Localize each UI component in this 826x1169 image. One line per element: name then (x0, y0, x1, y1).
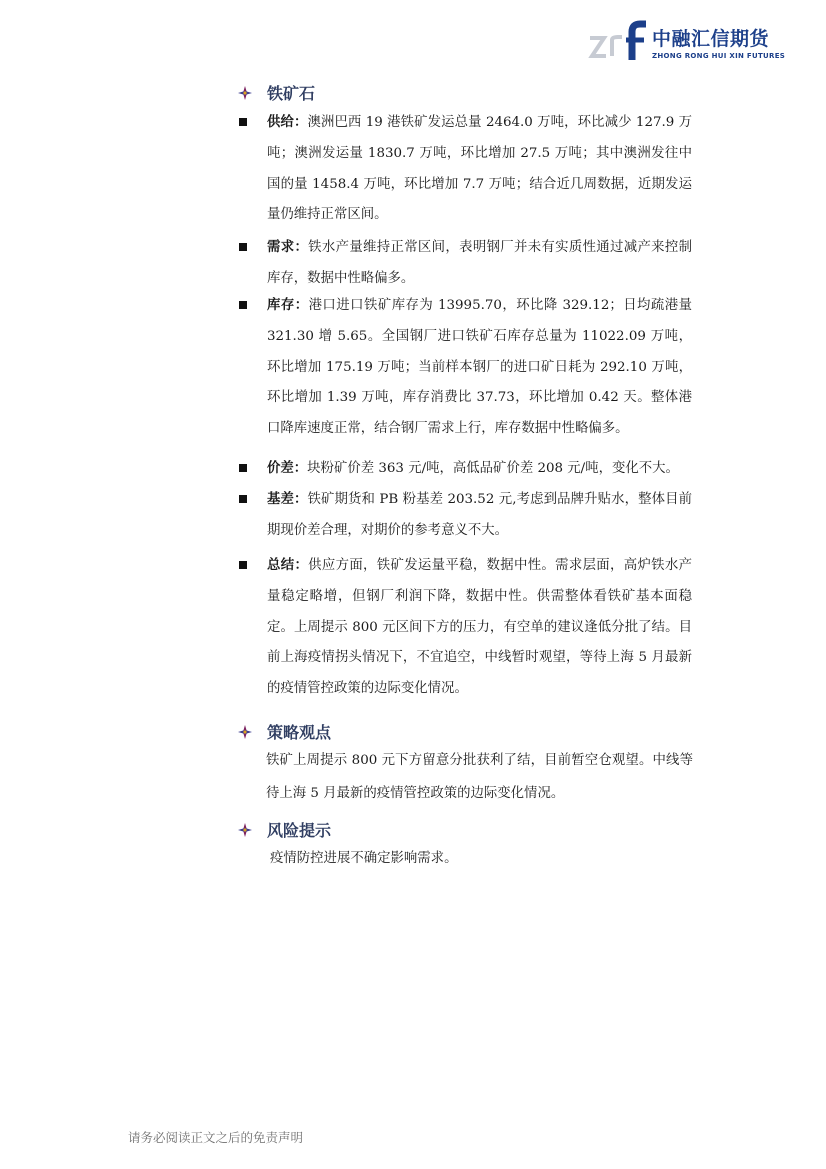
item-body: 澳洲巴西 19 港铁矿发运总量 2464.0 万吨，环比减少 127.9 万吨；澳洲发运量 1830.7 万吨，环比增加 27.5 万吨；其中澳洲发往中国的量 1458.4 万吨，环比增加 7.7 万吨；结合近几周数据，近期发运量仍维持正常区间。 (267, 115, 693, 223)
square-bullet-icon (239, 464, 247, 472)
item-body: 港口进口铁矿库存为 13995.70，环比降 329.12；日均疏港量 321.30 增 5.65。全国钢厂进口铁矿石库存总量为 11022.09 万吨，环比增加 175.19 万吨；当前样本钢厂的进口矿日耗为 292.10 万吨，环比增加 1.39 万吨，库存消费比 37.73，环比增加 0.42 天。整体港口降库速度正常，结合钢厂需求上行，库存数据中性略偏多。 (267, 298, 693, 437)
list-item-inventory (238, 291, 698, 445)
item-paragraph (267, 108, 692, 231)
item-paragraph (267, 551, 692, 705)
section-heading-risk (237, 818, 331, 841)
list-item-summary (238, 551, 698, 705)
item-label: 总结： (267, 558, 309, 573)
item-label: 需求： (267, 240, 309, 255)
strategy-paragraph: 铁矿上周提示 800 元下方留意分批获利了结，目前暂空仓观望。中线等待上海 5 月最新的疫情管控政策的边际变化情况。 (266, 753, 693, 801)
item-label: 基差： (267, 492, 308, 507)
square-bullet-icon (239, 118, 247, 126)
arrow-bullet-icon (237, 724, 253, 740)
company-logo (588, 20, 788, 64)
item-label: 价差： (267, 461, 308, 476)
item-paragraph (267, 454, 692, 485)
item-body: 块粉矿价差 363 元/吨，高低品矿价差 208 元/吨，变化不大。 (307, 461, 679, 476)
arrow-bullet-icon (237, 822, 253, 838)
square-bullet-icon (239, 561, 247, 569)
item-label: 库存： (267, 298, 309, 313)
section-title: 策略观点 (267, 723, 332, 742)
arrow-bullet-icon (237, 85, 253, 101)
logo-english-name: ZHONG RONG HUI XIN FUTURES (652, 52, 786, 60)
item-body: 铁矿期货和 PB 粉基差 203.52 元,考虑到品牌升贴水，整体目前期现价差合理，对期价的参考意义不大。 (267, 492, 692, 538)
section-heading-strategy (237, 720, 331, 743)
item-body: 供应方面，铁矿发运量平稳，数据中性。需求层面，高炉铁水产量稳定略增，但钢厂利润下降，数据中性。供需整体看铁矿基本面稳定。上周提示 800 元区间下方的压力，有空单的建议逢低分批了结。目前上海疫情拐头情况下，不宜追空，中线暂时观望，等待上海 5 月最新的疫情管控政策的边际变化情况。 (267, 558, 693, 697)
list-item-basis (238, 485, 698, 547)
list-item-supply (238, 108, 698, 231)
logo-chinese-name: 中融汇信期货 (652, 28, 770, 50)
item-body: 铁水产量维持正常区间，表明钢厂并未有实质性通过减产来控制库存，数据中性略偏多。 (267, 240, 693, 286)
section-title: 风险提示 (267, 821, 332, 840)
square-bullet-icon (239, 243, 247, 251)
item-paragraph (267, 291, 692, 445)
item-paragraph (267, 233, 692, 295)
section-title: 铁矿石 (267, 84, 316, 103)
zrf-logo-icon (588, 20, 648, 64)
square-bullet-icon (239, 495, 247, 503)
list-item-demand (238, 233, 698, 295)
section-heading-iron-ore (237, 81, 315, 104)
list-item-spread (238, 454, 698, 485)
risk-paragraph: 疫情防控进展不确定影响需求。 (270, 851, 458, 866)
disclaimer-footer: 请务必阅读正文之后的免责声明 (128, 1130, 304, 1145)
item-paragraph (267, 485, 692, 547)
item-label: 供给： (267, 115, 308, 130)
square-bullet-icon (239, 301, 247, 309)
